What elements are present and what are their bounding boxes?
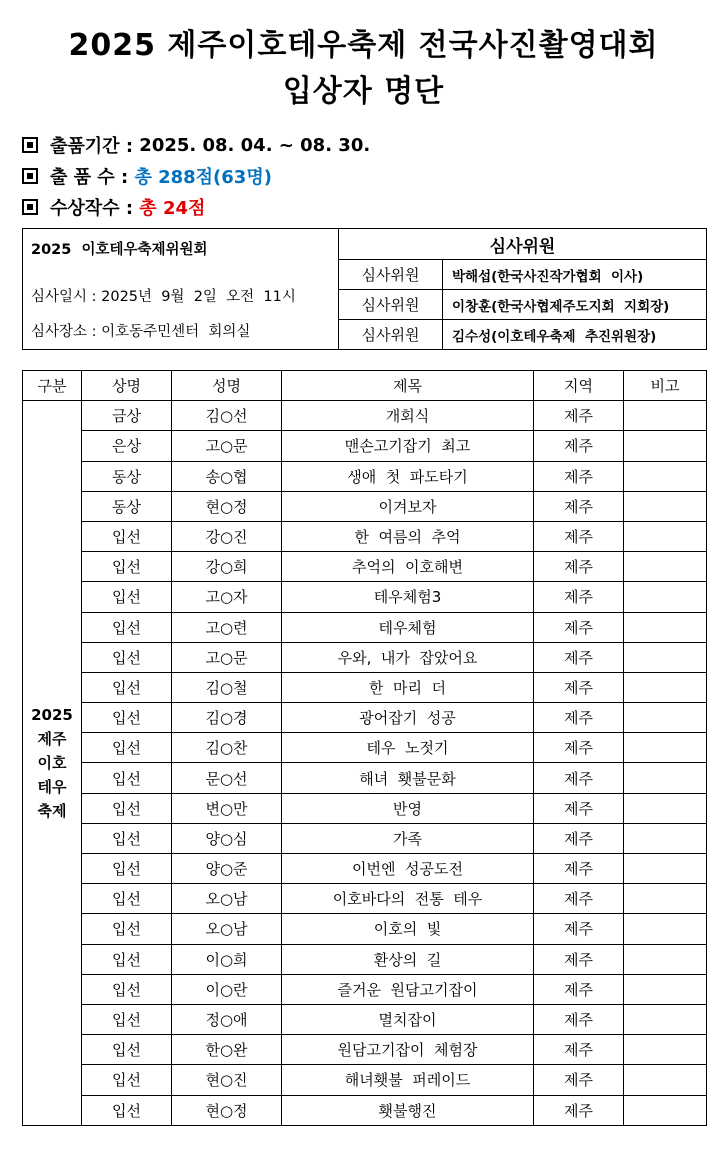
table-row: [23, 884, 707, 914]
cell-note: [624, 461, 707, 491]
cell-note: [624, 914, 707, 944]
cell-name: 양○심: [172, 823, 282, 853]
cell-note: [624, 521, 707, 551]
square-bullet-icon: [22, 199, 38, 215]
cell-note: [624, 974, 707, 1004]
cell-award: 입선: [82, 612, 172, 642]
category-group-label: 축제: [37, 801, 67, 820]
cell-award: 입선: [82, 642, 172, 672]
cell-region: 제주: [534, 974, 624, 1004]
square-bullet-icon: [22, 168, 38, 184]
cell-note: [624, 703, 707, 733]
table-header-row: [23, 371, 707, 401]
judge-name: 이창훈(한국사협제주도지회 지회장): [443, 290, 707, 320]
cell-name: 김○철: [172, 672, 282, 702]
cell-title: 환상의 길: [282, 944, 534, 974]
cell-award: 입선: [82, 793, 172, 823]
cell-name: 송○협: [172, 461, 282, 491]
cell-region: 제주: [534, 672, 624, 702]
cell-title: 해녀횃불 퍼레이드: [282, 1065, 534, 1095]
table-row: [23, 1065, 707, 1095]
info-period: [22, 132, 370, 158]
cell-region: 제주: [534, 612, 624, 642]
cell-title: 맨손고기잡기 최고: [282, 431, 534, 461]
cell-award: 입선: [82, 552, 172, 582]
table-row: [23, 521, 707, 551]
cell-region: 제주: [534, 854, 624, 884]
cell-region: 제주: [534, 1065, 624, 1095]
cell-name: 오○남: [172, 914, 282, 944]
entries-value: 총 288점(63명): [134, 167, 272, 188]
table-row: [23, 854, 707, 884]
cell-title: 추억의 이호해변: [282, 552, 534, 582]
cell-note: [624, 823, 707, 853]
cell-name: 강○진: [172, 521, 282, 551]
cell-note: [624, 884, 707, 914]
judging-info-table: [22, 228, 707, 350]
cell-note: [624, 672, 707, 702]
cell-award: 동상: [82, 461, 172, 491]
cell-note: [624, 1065, 707, 1095]
cell-title: 즐거운 원담고기잡이: [282, 974, 534, 1004]
cell-title: 이겨보자: [282, 491, 534, 521]
cell-region: 제주: [534, 703, 624, 733]
cell-award: 입선: [82, 1004, 172, 1034]
cell-region: 제주: [534, 944, 624, 974]
cell-note: [624, 401, 707, 431]
entries-label: 출 품 수 :: [50, 167, 135, 188]
cell-region: 제주: [534, 552, 624, 582]
cell-region: 제주: [534, 491, 624, 521]
judging-org-cell: [23, 229, 339, 350]
cell-title: 한 마리 더: [282, 672, 534, 702]
cell-region: 제주: [534, 914, 624, 944]
cell-region: 제주: [534, 582, 624, 612]
cell-note: [624, 642, 707, 672]
table-row: [23, 974, 707, 1004]
cell-award: 입선: [82, 1065, 172, 1095]
cell-note: [624, 1035, 707, 1065]
cell-award: 입선: [82, 974, 172, 1004]
column-header-region: 지역: [534, 371, 624, 401]
cell-region: 제주: [534, 431, 624, 461]
page-title: 2025 제주이호테우축제 전국사진촬영대회: [68, 28, 659, 63]
cell-region: 제주: [534, 823, 624, 853]
cell-note: [624, 763, 707, 793]
cell-name: 김○찬: [172, 733, 282, 763]
info-entries: [22, 163, 272, 189]
cell-award: 은상: [82, 431, 172, 461]
category-group-label: 2025: [31, 705, 73, 724]
cell-note: [624, 491, 707, 521]
category-group-label: 제주: [37, 729, 67, 748]
cell-name: 현○진: [172, 1065, 282, 1095]
period-value: 2025. 08. 04. ~ 08. 30.: [139, 134, 371, 156]
cell-title: 이호바다의 전통 테우: [282, 884, 534, 914]
column-header-award: 상명: [82, 371, 172, 401]
cell-name: 현○정: [172, 491, 282, 521]
info-awards: [22, 194, 205, 220]
table-row: [23, 944, 707, 974]
cell-title: 테우 노젓기: [282, 733, 534, 763]
cell-note: [624, 582, 707, 612]
column-header-note: 비고: [624, 371, 707, 401]
judging-place: 심사장소 : 이호동주민센터 회의실: [31, 324, 251, 340]
cell-region: 제주: [534, 1035, 624, 1065]
cell-title: 광어잡기 성공: [282, 703, 534, 733]
judge-name: 김수성(이호테우축제 추진위원장): [443, 320, 707, 350]
cell-region: 제주: [534, 1004, 624, 1034]
cell-note: [624, 612, 707, 642]
cell-region: 제주: [534, 763, 624, 793]
cell-award: 입선: [82, 763, 172, 793]
awards-label: 수상작수 :: [50, 198, 140, 219]
cell-title: 횃불행진: [282, 1095, 534, 1125]
square-bullet-icon: [22, 137, 38, 153]
table-row: [23, 1035, 707, 1065]
table-row: [23, 461, 707, 491]
column-header-category: 구분: [23, 371, 82, 401]
cell-award: 금상: [82, 401, 172, 431]
cell-region: 제주: [534, 642, 624, 672]
cell-note: [624, 854, 707, 884]
cell-name: 오○남: [172, 884, 282, 914]
cell-name: 고○자: [172, 582, 282, 612]
judge-name: 박해섭(한국사진작가협회 이사): [443, 260, 707, 290]
cell-region: 제주: [534, 1095, 624, 1125]
category-group-cell: [23, 401, 82, 1126]
cell-region: 제주: [534, 461, 624, 491]
cell-region: 제주: [534, 401, 624, 431]
judging-org: 2025 이호테우축제위원회: [31, 242, 208, 258]
table-row: [23, 672, 707, 702]
cell-award: 입선: [82, 944, 172, 974]
table-row: [23, 401, 707, 431]
category-group-label: 이호: [37, 753, 67, 772]
table-row: [23, 914, 707, 944]
cell-title: 가족: [282, 823, 534, 853]
cell-name: 문○선: [172, 763, 282, 793]
cell-region: 제주: [534, 733, 624, 763]
cell-title: 우와, 내가 잡았어요: [282, 642, 534, 672]
table-row: [23, 823, 707, 853]
cell-title: 생애 첫 파도타기: [282, 461, 534, 491]
cell-award: 입선: [82, 582, 172, 612]
cell-region: 제주: [534, 884, 624, 914]
cell-name: 고○련: [172, 612, 282, 642]
table-row: [23, 1095, 707, 1125]
cell-note: [624, 552, 707, 582]
table-row: [23, 642, 707, 672]
cell-note: [624, 431, 707, 461]
period-label: 출품기간 :: [50, 136, 140, 157]
cell-name: 김○선: [172, 401, 282, 431]
judge-panel-header: 심사위원: [339, 229, 707, 260]
cell-note: [624, 733, 707, 763]
cell-title: 해녀 횃불문화: [282, 763, 534, 793]
table-row: [23, 582, 707, 612]
column-header-title: 제목: [282, 371, 534, 401]
table-row: [23, 552, 707, 582]
cell-name: 양○준: [172, 854, 282, 884]
cell-title: 테우체험: [282, 612, 534, 642]
cell-title: 테우체험3: [282, 582, 534, 612]
judging-date: 심사일시 : 2025년 9월 2일 오전 11시: [31, 289, 296, 305]
judge-role: 심사위원: [339, 320, 443, 350]
cell-note: [624, 1095, 707, 1125]
cell-name: 정○애: [172, 1004, 282, 1034]
cell-name: 한○완: [172, 1035, 282, 1065]
judge-role: 심사위원: [339, 260, 443, 290]
cell-name: 고○문: [172, 431, 282, 461]
cell-title: 이번엔 성공도전: [282, 854, 534, 884]
cell-title: 한 여름의 추억: [282, 521, 534, 551]
table-row: [23, 612, 707, 642]
cell-name: 이○란: [172, 974, 282, 1004]
cell-award: 입선: [82, 884, 172, 914]
table-row: [23, 431, 707, 461]
table-row: [23, 1004, 707, 1034]
cell-note: [624, 1004, 707, 1034]
judge-role: 심사위원: [339, 290, 443, 320]
cell-award: 입선: [82, 823, 172, 853]
cell-note: [624, 944, 707, 974]
awards-value: 총 24점: [139, 198, 206, 219]
cell-award: 입선: [82, 672, 172, 702]
cell-title: 멸치잡이: [282, 1004, 534, 1034]
cell-award: 동상: [82, 491, 172, 521]
cell-title: 원담고기잡이 체험장: [282, 1035, 534, 1065]
table-row: [23, 733, 707, 763]
cell-award: 입선: [82, 1035, 172, 1065]
cell-award: 입선: [82, 1095, 172, 1125]
cell-name: 변○만: [172, 793, 282, 823]
column-header-name: 성명: [172, 371, 282, 401]
cell-title: 개회식: [282, 401, 534, 431]
cell-name: 현○정: [172, 1095, 282, 1125]
page-subtitle: 입상자 명단: [282, 74, 445, 109]
cell-award: 입선: [82, 703, 172, 733]
cell-title: 반영: [282, 793, 534, 823]
table-row: [23, 703, 707, 733]
cell-note: [624, 793, 707, 823]
cell-award: 입선: [82, 914, 172, 944]
table-row: [23, 491, 707, 521]
table-row: [23, 793, 707, 823]
cell-region: 제주: [534, 521, 624, 551]
cell-award: 입선: [82, 854, 172, 884]
cell-name: 김○경: [172, 703, 282, 733]
category-group-label: 테우: [37, 777, 67, 796]
cell-name: 이○희: [172, 944, 282, 974]
cell-region: 제주: [534, 793, 624, 823]
winners-table: [22, 370, 707, 1126]
cell-title: 이호의 빛: [282, 914, 534, 944]
cell-award: 입선: [82, 733, 172, 763]
cell-name: 강○희: [172, 552, 282, 582]
cell-name: 고○문: [172, 642, 282, 672]
table-row: [23, 763, 707, 793]
cell-award: 입선: [82, 521, 172, 551]
